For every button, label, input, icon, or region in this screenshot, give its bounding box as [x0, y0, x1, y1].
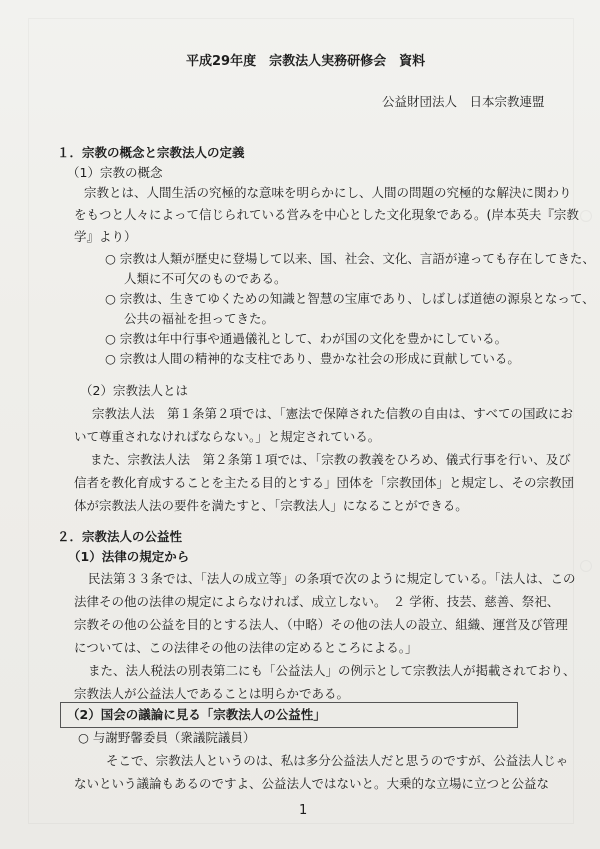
section-1-2-heading: （2）宗教法人とは — [80, 383, 188, 398]
punch-hole-mark — [580, 560, 592, 572]
section-2-1-line-3: 宗教その他の公益を目的とする法人、（中略）その他の法人の設立、組織、運営及び管理 — [74, 617, 568, 632]
section-1-2-line-2: いて尊重されなければならない。」と規定されている。 — [74, 429, 381, 444]
section-1-2-line-4: 信者を教化育成することを主たる目的とする」団体を「宗教団体」と規定し、その宗教団 — [74, 475, 575, 490]
section-2-1-line-4: については、この法律その他の法律の定めるところによる。」 — [74, 640, 418, 655]
page-number: 1 — [299, 803, 308, 818]
section-1-1-line-2: をもつと人々によって信じられている営みを中心とした文化現象である。(岸本英夫『宗教 — [74, 207, 579, 222]
section-1-heading: １．宗教の概念と宗教法人の定義 — [57, 145, 245, 160]
section-2-2-line-2: ないという議論もあるのですよ、公益法人ではないと。大乗的な立場に立つと公益な — [74, 776, 550, 791]
issuer-organization: 公益財団法人 日本宗教連盟 — [382, 94, 545, 109]
bullet-3: ○ 宗教は年中行事や通過儀礼として、わが国の文化を豊かにしている。 — [105, 331, 508, 346]
section-1-1-heading: （1）宗教の概念 — [67, 165, 163, 180]
section-2-2-line-1: そこで、宗教法人というのは、私は多分公益法人だと思うのですが、公益法人じゃ — [106, 753, 569, 768]
section-1-2-line-1: 宗教法人法 第１条第２項では、「憲法で保障された信教の自由は、すべての国政にお — [92, 406, 574, 421]
bullet-4: ○ 宗教は人間の精神的な支柱であり、豊かな社会の形成に貢献している。 — [105, 351, 520, 366]
speaker-line: ○ 与謝野馨委員（衆議院議員） — [78, 730, 256, 745]
bullet-1: ○ 宗教は人類が歴史に登場して以来、国、社会、文化、言語が違っても存在してきた、 — [105, 251, 595, 266]
section-2-2-heading: （2）国会の議論に見る「宗教法人の公益性」 — [67, 707, 326, 722]
section-2-1-line-6: 宗教法人が公益法人であることは明らかである。 — [74, 686, 350, 701]
bullet-2: ○ 宗教は、生きてゆくための知識と智慧の宝庫であり、しばしば道徳の源泉となって、 — [105, 291, 595, 306]
document-title: 平成29年度 宗教法人実務研修会 資料 — [186, 54, 426, 69]
punch-hole-mark — [580, 210, 592, 222]
section-2-1-heading: （1）法律の規定から — [68, 549, 190, 564]
section-2-heading: ２．宗教法人の公益性 — [57, 529, 183, 544]
bullet-1-cont: 人類に不可欠のものである。 — [124, 271, 287, 286]
section-1-2-line-5: 体が宗教法人法の要件を満たすと、「宗教法人」になることができる。 — [74, 498, 468, 513]
section-2-1-line-2: 法律その他の法律の規定によらなければ、成立しない。 ２ 学術、技芸、慈善、祭祀、 — [74, 594, 560, 609]
section-2-1-line-5: また、法人税法の別表第二にも「公益法人」の例示として宗教法人が掲載されており、 — [88, 663, 576, 678]
section-1-1-line-3: 学』より） — [74, 229, 137, 244]
section-1-1-line-1: 宗教とは、人間生活の究極的な意味を明らかにし、人間の問題の究極的な解決に関わり — [84, 185, 572, 200]
section-2-1-line-1: 民法第３３条では、「法人の成立等」の条項で次のように規定している。「法人は、この — [88, 571, 576, 586]
bullet-2-cont: 公共の福祉を担ってきた。 — [124, 311, 275, 326]
section-1-2-line-3: また、宗教法人法 第２条第１項では、「宗教の教義をひろめ、儀式行事を行い、及び — [90, 452, 571, 467]
